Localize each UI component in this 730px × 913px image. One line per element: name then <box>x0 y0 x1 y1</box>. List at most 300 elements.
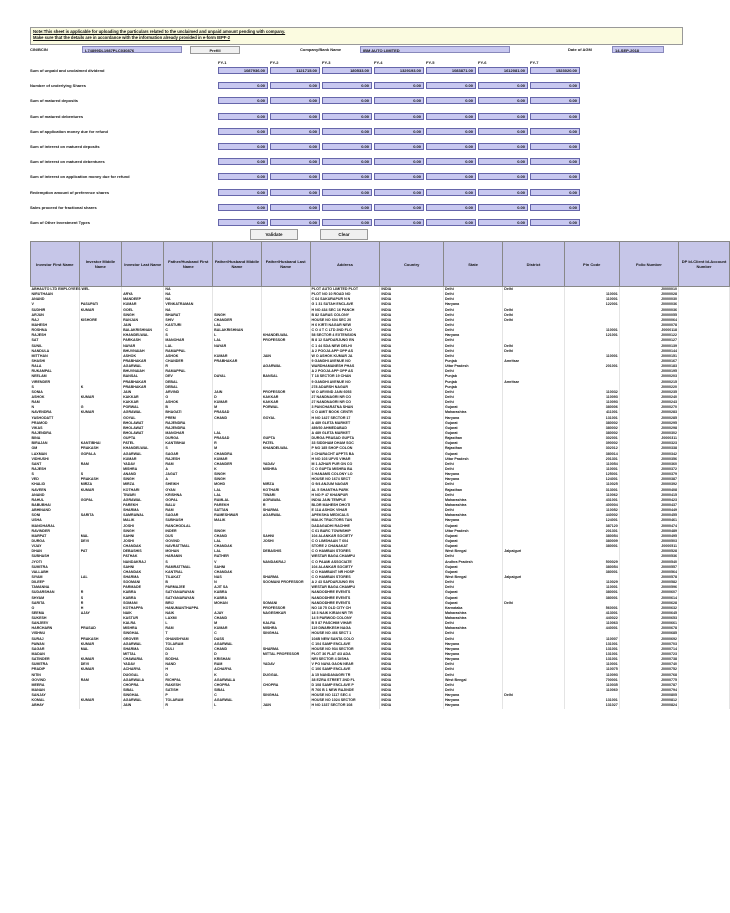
summary-value-field[interactable]: 0.00 <box>374 113 424 120</box>
table-cell[interactable]: 18 3 NAIK KIRAN NR TR <box>310 611 380 616</box>
table-cell[interactable]: SUMITRA <box>31 565 80 570</box>
table-cell[interactable]: 380006 <box>564 405 619 410</box>
table-cell[interactable]: J0000338 <box>619 446 678 451</box>
table-cell[interactable]: S <box>164 446 213 451</box>
table-cell[interactable]: CHANDAK <box>213 570 262 575</box>
table-cell[interactable]: RANCHODLAL <box>164 523 213 528</box>
table-cell[interactable]: J0000528 <box>619 549 678 554</box>
table-cell[interactable]: C 106 SAMP ENCLAVE <box>310 667 380 672</box>
table-cell[interactable]: J0000812 <box>619 698 678 703</box>
table-cell[interactable]: PARMADE <box>122 585 164 590</box>
table-cell[interactable]: 110007 <box>564 637 619 642</box>
table-cell[interactable]: LAL <box>213 323 262 328</box>
table-cell[interactable]: J0000379 <box>619 472 678 477</box>
table-cell[interactable]: 380001 <box>564 595 619 600</box>
table-cell[interactable]: INDIA <box>380 344 444 349</box>
table-cell[interactable]: INDIA <box>380 416 444 421</box>
table-cell[interactable]: DUGGAL <box>122 673 164 678</box>
table-cell[interactable]: 131027 <box>564 703 619 708</box>
table-cell[interactable]: D <box>164 652 213 657</box>
table-cell[interactable]: S <box>164 333 213 338</box>
table-cell[interactable]: LAL <box>213 487 262 492</box>
table-cell[interactable]: BANSAL <box>261 374 310 379</box>
table-cell[interactable]: S <box>31 472 80 477</box>
table-cell[interactable]: Delhi <box>443 390 502 395</box>
table-cell[interactable]: PRASAD <box>213 410 262 415</box>
table-cell[interactable]: SHARMA <box>122 575 164 580</box>
table-cell[interactable]: INDIA <box>380 698 444 703</box>
table-cell[interactable]: J0000824 <box>619 703 678 708</box>
table-cell[interactable]: INDIA <box>380 410 444 415</box>
table-cell[interactable]: J0000645 <box>619 611 678 616</box>
table-cell[interactable]: CHAND <box>213 534 262 539</box>
table-cell[interactable]: 131001 <box>564 416 619 421</box>
table-cell[interactable]: YADAV <box>261 462 310 467</box>
table-cell[interactable]: YADAV <box>122 462 164 467</box>
table-cell[interactable]: Uttar Pradesh <box>443 457 502 462</box>
table-cell[interactable]: PROFESSOR <box>261 606 310 611</box>
table-cell[interactable]: GOPAL <box>79 498 121 503</box>
table-cell[interactable]: CHOPRA <box>122 683 164 688</box>
table-cell[interactable]: GOYAL <box>122 416 164 421</box>
table-cell[interactable]: J0000392 <box>619 482 678 487</box>
table-cell[interactable]: 380054 <box>564 565 619 570</box>
table-cell[interactable]: INDIA <box>380 508 444 513</box>
table-cell[interactable]: INDIA <box>380 354 444 359</box>
table-cell[interactable]: D <box>213 652 262 657</box>
table-cell[interactable]: INDIA <box>380 349 444 354</box>
table-cell[interactable]: AGARWAL <box>213 698 262 703</box>
table-cell[interactable]: AGARWAL <box>213 642 262 647</box>
table-cell[interactable]: W O ASHOK KUMAR JA <box>310 354 380 359</box>
table-cell[interactable]: Maharashtra <box>443 611 502 616</box>
table-cell[interactable]: KHANDELWAL <box>122 333 164 338</box>
table-cell[interactable]: Gujarat <box>443 590 502 595</box>
table-cell[interactable]: WESTAR BAGA CHAMPU <box>310 554 380 559</box>
table-cell[interactable]: ASHOK <box>164 400 213 405</box>
table-cell[interactable]: PLOT NO 10 ROAD NO <box>310 292 380 297</box>
summary-value-field[interactable]: 0.00 <box>426 173 476 180</box>
table-cell[interactable]: KUMAR <box>79 487 121 492</box>
table-cell[interactable]: B 82 SARAS COLONY <box>310 313 380 318</box>
table-cell[interactable]: 413001 <box>564 611 619 616</box>
summary-value-field[interactable]: 0.00 <box>270 82 320 89</box>
table-cell[interactable]: INDIA <box>380 380 444 385</box>
table-cell[interactable]: Rajasthan <box>443 487 502 492</box>
summary-value-field[interactable]: 1121715.00 <box>270 67 320 74</box>
table-cell[interactable]: 390002 <box>564 441 619 446</box>
table-cell[interactable]: C O PAAMI ASSOCIATE <box>310 559 380 564</box>
table-cell[interactable]: Delhi <box>503 287 564 293</box>
summary-value-field[interactable]: 0.00 <box>374 82 424 89</box>
table-cell[interactable]: INDIA <box>380 302 444 307</box>
table-cell[interactable]: INDIA <box>380 647 444 652</box>
table-cell[interactable]: INDIA <box>380 452 444 457</box>
table-cell[interactable]: INDIA <box>380 683 444 688</box>
table-cell[interactable]: INDIA <box>380 637 444 642</box>
table-cell[interactable]: TILAKAT <box>164 575 213 580</box>
table-cell[interactable]: 110063 <box>564 621 619 626</box>
table-cell[interactable]: SIBAL <box>213 688 262 693</box>
table-cell[interactable]: 431001 <box>564 498 619 503</box>
summary-value-field[interactable]: 0.00 <box>322 189 372 196</box>
table-cell[interactable]: R <box>261 503 310 508</box>
table-cell[interactable]: D 108 SAMP ENCLAVE P <box>310 683 380 688</box>
table-cell[interactable]: INDIA <box>380 457 444 462</box>
table-cell[interactable]: SURAJ <box>31 637 80 642</box>
table-cell[interactable]: INDIA <box>380 657 444 662</box>
table-cell[interactable]: A 15 NANDANAGRI TR <box>310 673 380 678</box>
table-cell[interactable]: SATINDER <box>31 657 80 662</box>
table-cell[interactable]: 33 SIDDHAM DHAM SOC <box>310 441 380 446</box>
table-cell[interactable]: Gujarat <box>443 595 502 600</box>
table-cell[interactable]: GOPALA <box>79 452 121 457</box>
table-cell[interactable]: ARYA <box>122 292 164 297</box>
summary-value-field[interactable]: 0.00 <box>530 189 580 196</box>
table-cell[interactable]: J0000183 <box>619 364 678 369</box>
table-cell[interactable]: KOTHARI <box>122 487 164 492</box>
table-cell[interactable]: JAIN <box>261 354 310 359</box>
table-cell[interactable]: KABRA <box>213 595 262 600</box>
table-cell[interactable]: SINGHAL <box>122 631 164 636</box>
table-cell[interactable]: KISHORE <box>79 318 121 323</box>
table-cell[interactable]: NEELAM <box>31 374 80 379</box>
table-cell[interactable]: Delhi <box>443 673 502 678</box>
summary-value-field[interactable]: 0.00 <box>478 82 528 89</box>
table-cell[interactable]: B 8 12 SAFDARJUNG EN <box>310 338 380 343</box>
table-cell[interactable]: CHANDAK <box>122 570 164 575</box>
table-cell[interactable]: ANAND <box>31 297 80 302</box>
table-cell[interactable]: SHIV <box>164 318 213 323</box>
table-cell[interactable]: Gujarat <box>443 431 502 436</box>
table-cell[interactable]: BHOLAWAT <box>122 421 164 426</box>
table-cell[interactable]: HARANIN <box>164 554 213 559</box>
table-cell[interactable]: Delhi <box>503 313 564 318</box>
table-cell[interactable]: Delhi <box>443 338 502 343</box>
summary-value-field[interactable]: 1083871.00 <box>426 67 476 74</box>
table-cell[interactable]: V <box>31 302 80 307</box>
table-cell[interactable]: 122001 <box>564 302 619 307</box>
table-cell[interactable]: M <box>213 621 262 626</box>
table-cell[interactable]: Maharashtra <box>443 410 502 415</box>
agm-date-field[interactable]: 14-SEP-2018 <box>612 46 664 53</box>
table-cell[interactable]: J0000540 <box>619 559 678 564</box>
table-cell[interactable]: J0000030 <box>619 297 678 302</box>
table-cell[interactable]: GOPAL <box>164 498 213 503</box>
table-cell[interactable]: 58 SECTOR 4 EXTENSION <box>310 333 380 338</box>
table-cell[interactable]: RAMAPPAL <box>164 369 213 374</box>
table-cell[interactable]: INDIA <box>380 565 444 570</box>
table-cell[interactable]: KAKKAR <box>122 400 164 405</box>
table-cell[interactable]: V <box>213 559 262 564</box>
table-cell[interactable]: 700001 <box>564 678 619 683</box>
table-cell[interactable]: 500029 <box>564 559 619 564</box>
table-cell[interactable]: MANAN <box>31 688 80 693</box>
table-cell[interactable]: DASS <box>213 637 262 642</box>
summary-value-field[interactable]: 0.00 <box>218 128 268 135</box>
table-cell[interactable]: J0000415 <box>619 493 678 498</box>
table-cell[interactable]: O 9/4 ANJUM NAGAR <box>310 482 380 487</box>
table-cell[interactable]: BHUVNAIAH <box>122 369 164 374</box>
table-cell[interactable]: PLOT AUTO LIMITED PLOT <box>310 287 380 293</box>
table-cell[interactable]: Delhi <box>443 585 502 590</box>
table-cell[interactable]: SUBHASH <box>164 518 213 523</box>
table-cell[interactable]: LAL <box>213 549 262 554</box>
table-cell[interactable]: 387120 <box>564 523 619 528</box>
table-cell[interactable]: INDIA <box>380 678 444 683</box>
table-cell[interactable] <box>503 703 564 708</box>
table-cell[interactable]: P <box>164 693 213 698</box>
table-cell[interactable]: PATEL <box>261 441 310 446</box>
table-cell[interactable]: JAIN <box>122 323 164 328</box>
table-cell[interactable]: 110001 <box>564 662 619 667</box>
table-cell[interactable]: JAIN <box>122 390 164 395</box>
table-cell[interactable]: VISHNU <box>31 631 80 636</box>
table-cell[interactable]: DEBASHIS <box>261 549 310 554</box>
table-cell[interactable]: Gujarat <box>443 534 502 539</box>
table-cell[interactable]: VED <box>31 477 80 482</box>
summary-value-field[interactable]: 0.00 <box>426 219 476 226</box>
table-cell[interactable]: HOUSE NO 604 SEC 20 <box>310 318 380 323</box>
summary-value-field[interactable]: 1612081.00 <box>478 67 528 74</box>
table-cell[interactable]: Karnataka <box>443 606 502 611</box>
table-cell[interactable]: RAJ <box>31 318 80 323</box>
clear-button[interactable]: Clear <box>320 229 368 240</box>
table-cell[interactable]: 489/30 AHMEDABAD <box>310 426 380 431</box>
table-cell[interactable]: KANTRAL <box>164 570 213 575</box>
table-cell[interactable]: STORE 2 CHANAKAT <box>310 544 380 549</box>
table-cell[interactable]: H NO 103 UPVS VIHAR <box>310 457 380 462</box>
table-cell[interactable]: NANDULA <box>31 349 80 354</box>
table-cell[interactable]: Delhi <box>443 580 502 585</box>
table-cell[interactable]: TIWARI <box>261 493 310 498</box>
table-cell[interactable]: J0000805 <box>619 693 678 698</box>
table-cell[interactable]: NA <box>164 287 213 293</box>
table-cell[interactable]: SINGH <box>122 529 164 534</box>
table-cell[interactable]: 131001 <box>564 657 619 662</box>
summary-value-field[interactable]: 0.00 <box>426 82 476 89</box>
table-cell[interactable]: J0000195 <box>619 369 678 374</box>
table-cell[interactable]: RAM <box>31 400 80 405</box>
table-cell[interactable]: J0000607 <box>619 590 678 595</box>
table-cell[interactable]: INDIA <box>380 292 444 297</box>
table-cell[interactable]: SUMITRA <box>31 662 80 667</box>
table-cell[interactable]: J0000078 <box>619 323 678 328</box>
table-cell[interactable]: Uttar Pradesh <box>443 529 502 534</box>
table-cell[interactable]: A <box>164 467 213 472</box>
table-cell[interactable]: INDIA <box>380 642 444 647</box>
table-cell[interactable]: J0000243 <box>619 400 678 405</box>
table-cell[interactable]: PASUPATI <box>79 302 121 307</box>
table-cell[interactable]: JYOTI <box>31 559 80 564</box>
table-cell[interactable]: ASHOK <box>122 354 164 359</box>
table-cell[interactable]: KUMAR <box>122 457 164 462</box>
table-cell[interactable]: AL 5 SHANTHA PARK <box>310 487 380 492</box>
table-cell[interactable]: INDIA <box>380 441 444 446</box>
table-cell[interactable]: Rajasthan <box>443 446 502 451</box>
table-cell[interactable]: PAT <box>79 549 121 554</box>
table-cell[interactable]: J0000139 <box>619 344 678 349</box>
table-cell[interactable]: NA <box>164 297 213 302</box>
table-cell[interactable]: RAMLAL <box>213 498 262 503</box>
table-cell[interactable]: 124001 <box>564 518 619 523</box>
table-cell[interactable]: Haryana <box>443 416 502 421</box>
summary-value-field[interactable]: 0.00 <box>322 158 372 165</box>
table-cell[interactable]: NA <box>164 292 213 297</box>
table-cell[interactable]: INDIA <box>380 662 444 667</box>
table-cell[interactable]: AGRAWAL <box>122 410 164 415</box>
table-cell[interactable]: PORWAL <box>122 405 164 410</box>
table-cell[interactable]: MAL <box>79 534 121 539</box>
table-cell[interactable]: J0000240 <box>619 395 678 400</box>
table-cell[interactable]: CHOPRA <box>213 683 262 688</box>
table-cell[interactable]: PRABHAKAR <box>122 385 164 390</box>
table-cell[interactable]: C O 4 T C LTD 2ND FLO <box>310 328 380 333</box>
table-cell[interactable]: MALIK <box>213 518 262 523</box>
table-cell[interactable]: INDIA <box>380 405 444 410</box>
table-cell[interactable]: 110093 <box>564 400 619 405</box>
table-cell[interactable]: INDIA <box>380 595 444 600</box>
table-cell[interactable]: KOTHARI <box>261 487 310 492</box>
table-cell[interactable]: RUKAMPAL <box>31 369 80 374</box>
table-cell[interactable]: PARMAJEE <box>164 585 213 590</box>
summary-value-field[interactable]: 0.00 <box>322 97 372 104</box>
table-cell[interactable]: Delhi <box>443 467 502 472</box>
table-cell[interactable]: J0000628 <box>619 601 678 606</box>
table-cell[interactable]: NANDODHRE EVENTS <box>310 601 380 606</box>
table-cell[interactable]: DURGA PRASAD GUPTA <box>310 436 380 441</box>
summary-value-field[interactable]: 0.00 <box>530 97 580 104</box>
table-cell[interactable]: J0000010 <box>619 287 678 293</box>
summary-value-field[interactable]: 0.00 <box>530 143 580 150</box>
table-cell[interactable]: C O HAMBAN STORES <box>310 575 380 580</box>
table-cell[interactable]: MISHRA <box>261 626 310 631</box>
table-cell[interactable]: Delhi <box>503 308 564 313</box>
table-cell[interactable]: MAHESH <box>31 323 80 328</box>
table-cell[interactable]: J0000302 <box>619 431 678 436</box>
summary-value-field[interactable]: 0.00 <box>374 219 424 226</box>
table-cell[interactable]: 131001 <box>564 652 619 657</box>
table-cell[interactable]: B <box>164 580 213 585</box>
cin-field[interactable]: L74899DL1987PLC030876 <box>82 46 182 53</box>
table-cell[interactable]: PARKASH <box>122 338 164 343</box>
table-cell[interactable]: LAL <box>213 431 262 436</box>
table-cell[interactable]: 110001 <box>564 297 619 302</box>
table-cell[interactable]: MIRZA <box>122 482 164 487</box>
table-cell[interactable]: VENKATRAMAN <box>164 302 213 307</box>
table-cell[interactable]: Gujarat <box>443 544 502 549</box>
table-cell[interactable]: INDIA <box>380 523 444 528</box>
table-cell[interactable]: H NO 1337 SECTOR 108 <box>310 703 380 708</box>
table-cell[interactable]: J0000295 <box>619 421 678 426</box>
table-cell[interactable]: GYAN <box>164 487 213 492</box>
table-cell[interactable]: SAGAR <box>31 647 80 652</box>
table-cell[interactable]: 131001 <box>564 647 619 652</box>
table-cell[interactable]: LAXMAN <box>31 452 80 457</box>
table-cell[interactable]: Uttar Pradesh <box>443 364 502 369</box>
table-cell[interactable]: T <box>164 631 213 636</box>
table-cell[interactable]: NAVRATTMAL <box>164 544 213 549</box>
table-cell[interactable]: HOUSE NO 934 SECTOR <box>310 647 380 652</box>
table-cell[interactable]: R <box>79 601 121 606</box>
table-cell[interactable]: N <box>31 405 80 410</box>
table-cell[interactable]: NAVENDRA <box>31 410 80 415</box>
table-cell[interactable]: SARITA <box>31 601 80 606</box>
table-cell[interactable]: KAKKAR <box>261 400 310 405</box>
table-cell[interactable]: SAHNI <box>122 534 164 539</box>
table-cell[interactable]: 110025 <box>564 482 619 487</box>
table-cell[interactable]: Haryana <box>443 472 502 477</box>
table-cell[interactable]: C <box>213 693 262 698</box>
table-cell[interactable]: KRISHNA <box>164 493 213 498</box>
table-cell[interactable]: INDIA <box>380 333 444 338</box>
table-cell[interactable]: J0000455 <box>619 513 678 518</box>
table-cell[interactable]: INDIA <box>380 688 444 693</box>
table-cell[interactable]: C O LIMSHAAN T 604 <box>310 539 380 544</box>
summary-value-field[interactable]: 0.00 <box>270 173 320 180</box>
table-cell[interactable]: BHOLAWAT <box>122 431 164 436</box>
table-cell[interactable]: SOMANI <box>122 601 164 606</box>
table-cell[interactable]: AGARWALA <box>213 678 262 683</box>
table-cell[interactable]: SONIA <box>31 390 80 395</box>
table-cell[interactable]: 9 GANDHI AVENUE NO <box>310 380 380 385</box>
table-cell[interactable]: KASTUR <box>122 616 164 621</box>
table-cell[interactable]: PATHAK <box>122 554 164 559</box>
table-cell[interactable]: J0000449 <box>619 508 678 513</box>
table-cell[interactable]: Delhi <box>443 395 502 400</box>
table-cell[interactable]: L <box>164 621 213 626</box>
table-cell[interactable]: SIYAM <box>31 575 80 580</box>
table-cell[interactable]: ARJUN <box>31 313 80 318</box>
table-cell[interactable]: LAL <box>79 575 121 580</box>
table-cell[interactable]: CHANDAK <box>213 544 262 549</box>
table-cell[interactable]: OM <box>31 446 80 451</box>
table-cell[interactable]: BHUVNAIAH <box>122 349 164 354</box>
summary-value-field[interactable]: 0.00 <box>322 204 372 211</box>
table-cell[interactable]: INDIA <box>380 446 444 451</box>
table-cell[interactable]: 131001 <box>564 698 619 703</box>
table-cell[interactable]: SHEIKH <box>164 482 213 487</box>
table-cell[interactable]: J0000285 <box>619 416 678 421</box>
table-cell[interactable]: KOMAL <box>31 698 80 703</box>
table-cell[interactable]: PRADIP <box>31 667 80 672</box>
table-cell[interactable]: J0000270 <box>619 405 678 410</box>
table-cell[interactable]: KUMAR <box>79 308 121 313</box>
summary-value-field[interactable]: 0.00 <box>270 189 320 196</box>
table-cell[interactable]: NAVEEN <box>31 487 80 492</box>
table-cell[interactable]: MIRZA <box>79 482 121 487</box>
table-cell[interactable]: Rajasthan <box>443 436 502 441</box>
table-cell[interactable]: 104B NEW SANTA COLO <box>310 637 380 642</box>
table-cell[interactable]: L <box>213 333 262 338</box>
table-cell[interactable]: Delhi <box>443 631 502 636</box>
table-cell[interactable]: PRABHAKAR <box>122 359 164 364</box>
table-cell[interactable]: INDIA <box>380 462 444 467</box>
summary-value-field[interactable]: 0.00 <box>374 143 424 150</box>
table-cell[interactable]: MITTAL <box>122 652 164 657</box>
summary-value-field[interactable]: 0.00 <box>218 219 268 226</box>
table-cell[interactable]: J0000036 <box>619 308 678 313</box>
table-cell[interactable]: 380014 <box>564 452 619 457</box>
table-cell[interactable]: INDIA <box>380 667 444 672</box>
table-cell[interactable]: DULI <box>164 647 213 652</box>
table-cell[interactable]: KOTHAPPA <box>122 606 164 611</box>
table-cell[interactable]: KUMAR <box>79 395 121 400</box>
table-cell[interactable]: Delhi <box>443 344 502 349</box>
table-cell[interactable]: GUPTA <box>261 436 310 441</box>
table-cell[interactable]: INDIA <box>380 590 444 595</box>
table-cell[interactable]: JAIN <box>213 390 262 395</box>
